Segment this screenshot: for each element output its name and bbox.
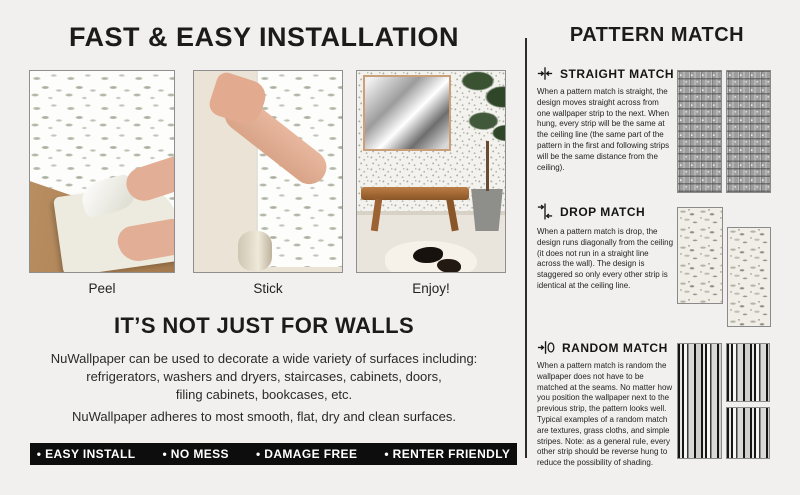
peel-photo bbox=[29, 70, 175, 273]
straight-swatch-strip-2 bbox=[726, 70, 771, 193]
step-caption-peel: Peel bbox=[88, 281, 116, 296]
pattern-match-title: PATTERN MATCH bbox=[569, 24, 745, 46]
straight-swatch-strip-1 bbox=[677, 70, 722, 193]
body-paragraph bbox=[0, 350, 528, 404]
stick-photo bbox=[193, 70, 343, 273]
straight-match-icon bbox=[537, 66, 553, 81]
rug-spot bbox=[437, 259, 461, 273]
drop-swatch-strip-2 bbox=[727, 227, 771, 327]
feature-badge-bar bbox=[30, 443, 517, 465]
vertical-divider bbox=[525, 38, 527, 458]
badge-no-mess: • NO MESS bbox=[162, 447, 229, 461]
framed-art bbox=[363, 75, 451, 151]
plant-foliage bbox=[461, 70, 506, 145]
page-title: FAST & EASY INSTALLATION bbox=[68, 22, 459, 52]
badge-damage-free: • DAMAGE FREE bbox=[255, 447, 358, 461]
badge-easy-install: • EASY INSTALL bbox=[36, 447, 136, 461]
badge-renter-friendly: • RENTER FRIENDLY bbox=[384, 447, 511, 461]
wallpaper-roll bbox=[238, 231, 272, 271]
drop-match-heading: DROP MATCH bbox=[560, 204, 646, 219]
body-line-2: refrigerators, washers and dryers, staircases, cabinets, doors, bbox=[86, 369, 442, 384]
body-line-1: NuWallpaper can be used to decorate a wide variety of surfaces including: bbox=[50, 351, 478, 366]
straight-match-body: When a pattern match is straight, the design moves straight across from one wallpaper strip to the next. When hung, every strip will be the same at the ceiling line (the same part of the pattern in the first and following strips will be the same distance from the ceiling). bbox=[537, 87, 670, 172]
random-swatch-strip-3 bbox=[726, 407, 770, 459]
random-swatch-strip-2 bbox=[726, 343, 770, 402]
drop-match-body: When a pattern match is drop, the design runs diagonally from the ceiling (it does not run in a straight line across the wall). The design is staggered so only every other strip is identical at the ceiling line. bbox=[537, 227, 674, 290]
drop-swatch-strip-1 bbox=[677, 207, 723, 304]
drop-match-icon bbox=[537, 202, 553, 221]
random-match-body: When a pattern match is random the wallpaper does not have to be matched at the seams. No matter how you position the wallpaper next to the previous strip, the pattern looks well. Typical examples of a random match are textures, grass cloths, and simple stripes. Note: as a general rule, every other strip should be reverse hung to reduce the possibility of shading. bbox=[537, 361, 673, 468]
step-caption-enjoy: Enjoy! bbox=[412, 281, 450, 296]
random-match-icon bbox=[537, 340, 555, 355]
random-match-heading: RANDOM MATCH bbox=[562, 340, 668, 355]
step-caption-stick: Stick bbox=[253, 281, 283, 296]
plant-trunk bbox=[486, 141, 489, 191]
enjoy-photo bbox=[356, 70, 506, 273]
body-line-3: filing cabinets, bookcases, etc. bbox=[175, 387, 353, 402]
body-paragraph-2: NuWallpaper adheres to most smooth, flat, dry and clean surfaces. bbox=[72, 409, 456, 424]
straight-match-heading: STRAIGHT MATCH bbox=[560, 66, 675, 81]
random-swatch-strip-1 bbox=[677, 343, 722, 459]
section-title-not-just-walls: IT’S NOT JUST FOR WALLS bbox=[113, 313, 415, 338]
